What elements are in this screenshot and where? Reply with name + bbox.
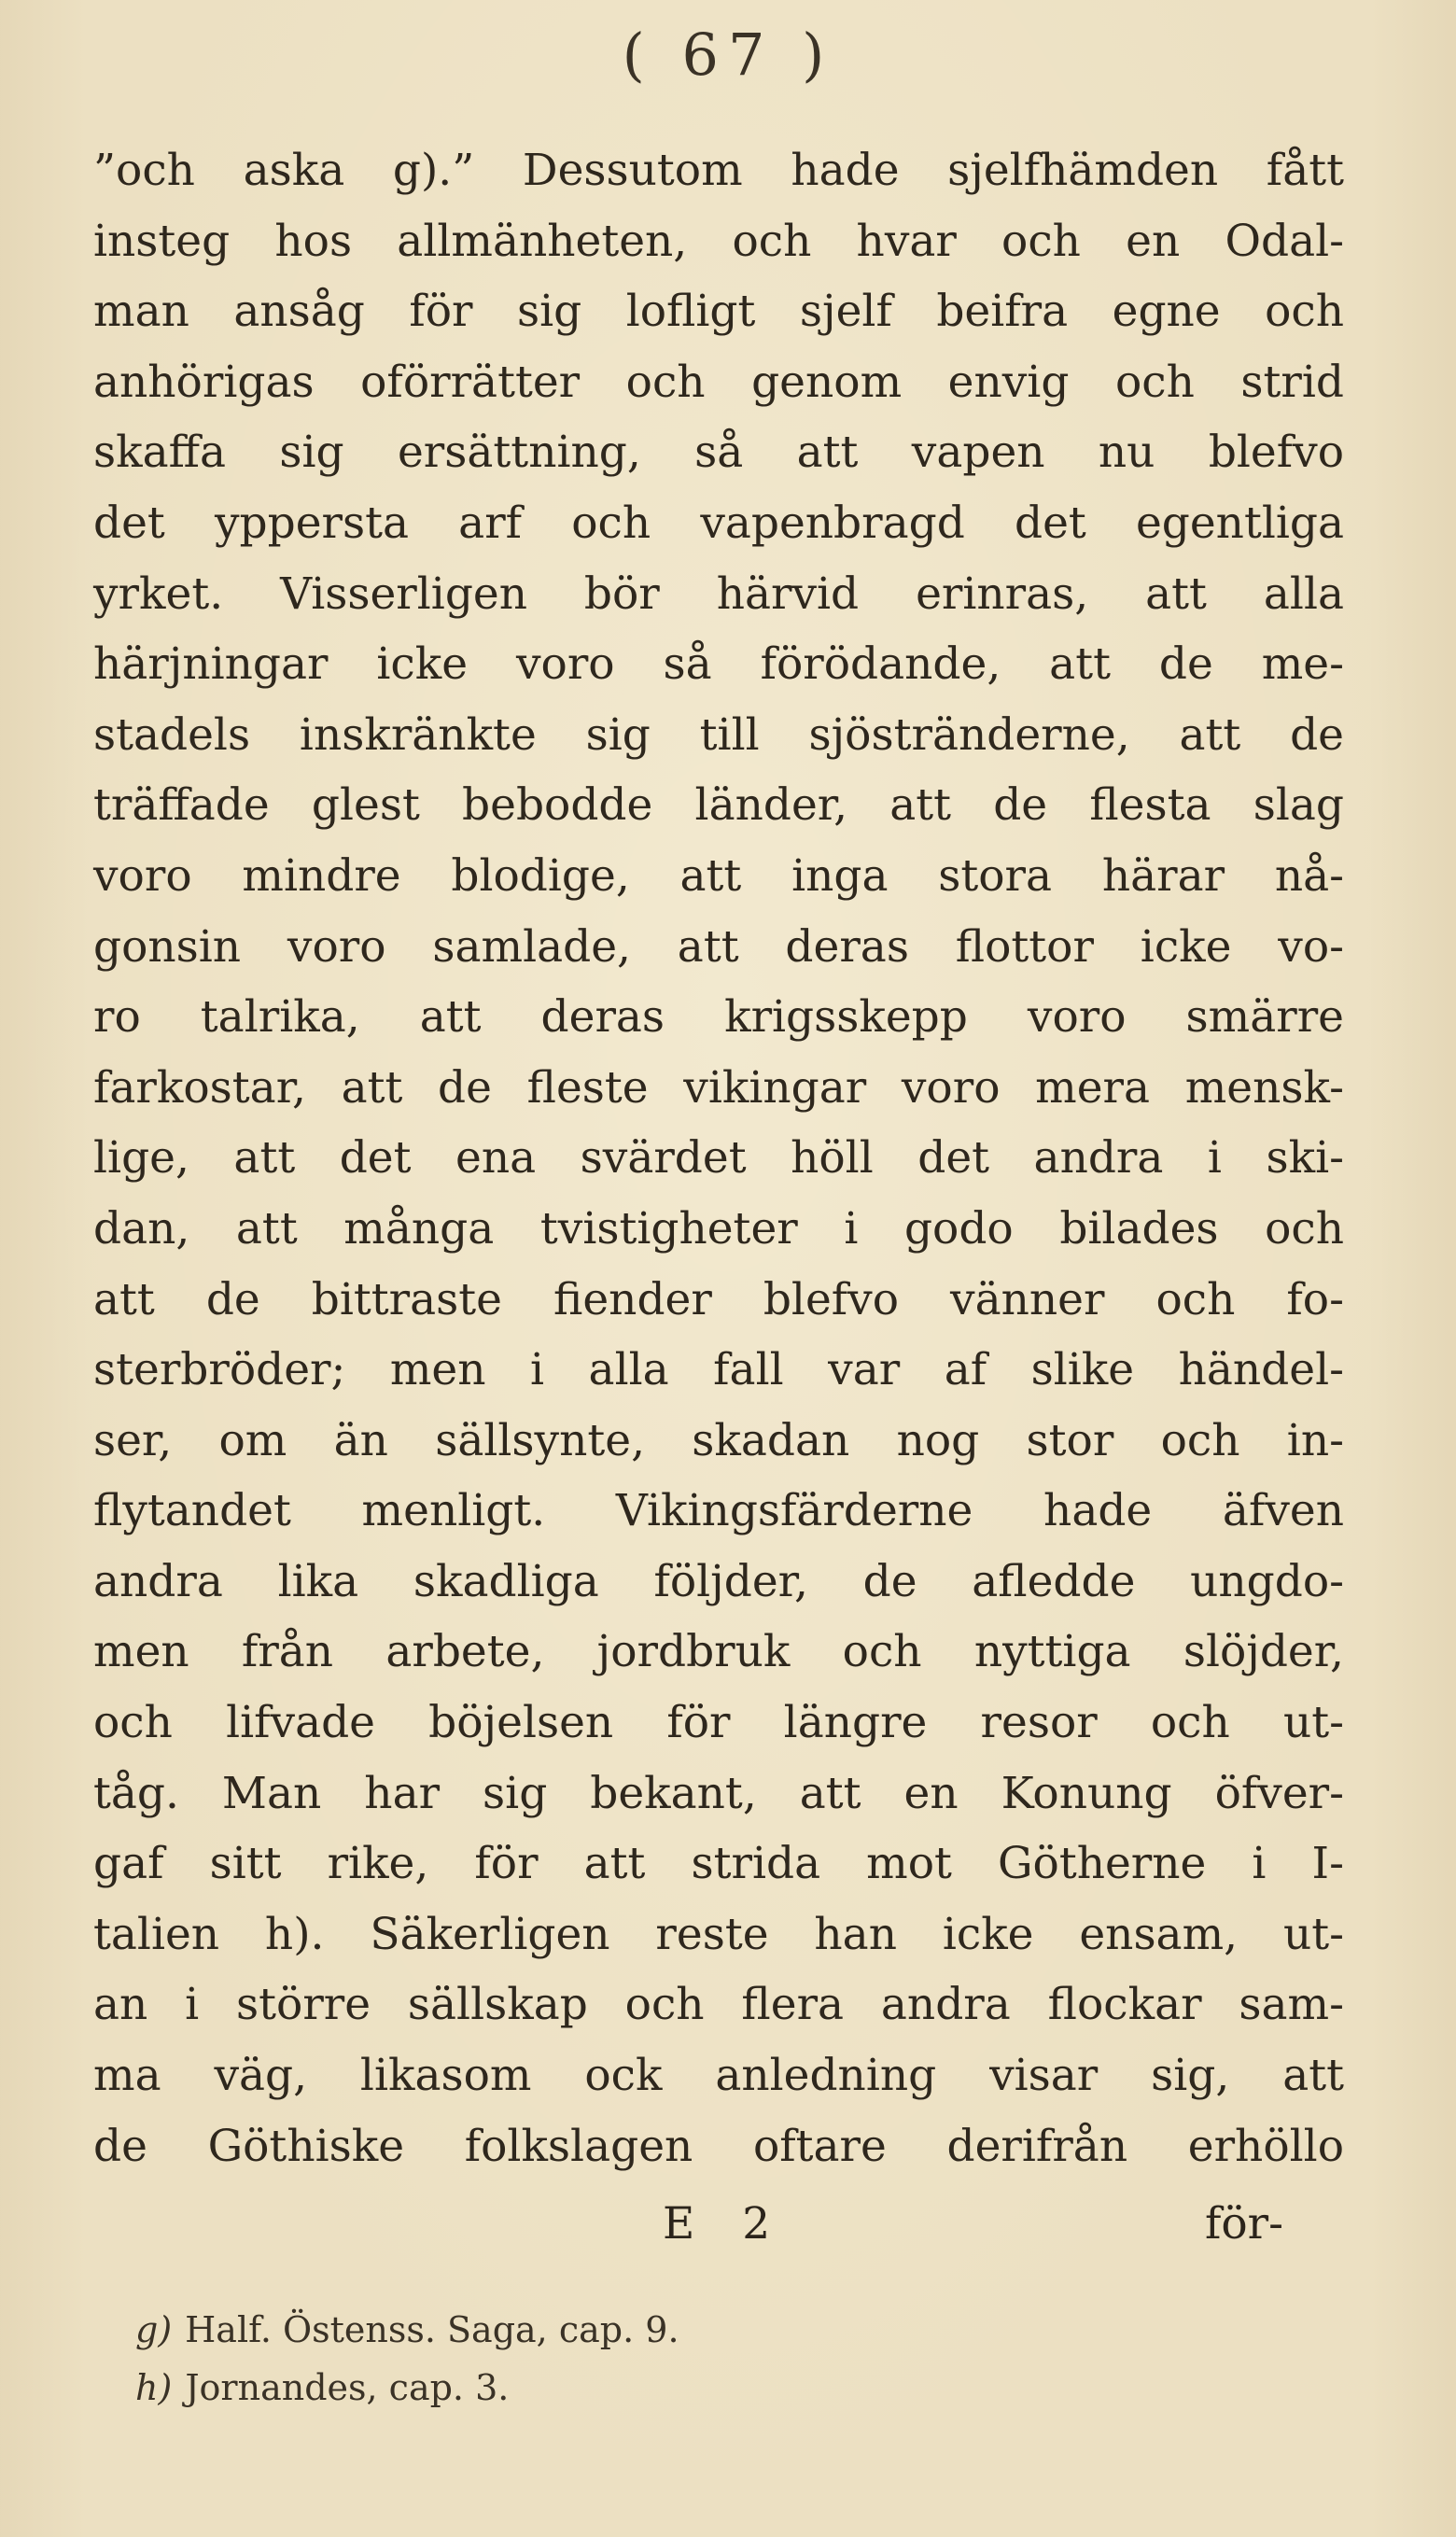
text-line: talien h). Säkerligen reste han icke ensam, ut- bbox=[93, 1908, 1344, 1960]
footnote-mark: h) bbox=[135, 2367, 173, 2408]
footnote-text: Jornandes, cap. 3. bbox=[185, 2367, 510, 2408]
page-foot-row bbox=[93, 2189, 1344, 2259]
text-line: andra lika skadliga följder, de afledde ungdo- bbox=[93, 1555, 1344, 1607]
text-line: dan, att många tvistigheter i godo bilades och bbox=[93, 1202, 1344, 1254]
text-line: ma väg, likasom ock anledning visar sig, att bbox=[93, 2050, 1344, 2102]
text-line: gaf sitt rike, för att strida mot Götherne i I- bbox=[93, 1838, 1344, 1890]
footnote-text: Half. Östenss. Saga, cap. 9. bbox=[185, 2309, 679, 2350]
text-line: de Göthiske folkslagen oftare derifrån erhöllo bbox=[93, 2120, 1344, 2172]
text-line: man ansåg för sig lofligt sjelf beifra egne och bbox=[93, 286, 1344, 338]
page-number: ( 67 ) bbox=[622, 21, 834, 89]
text-line: lige, att det ena svärdet höll det andra i ski- bbox=[93, 1132, 1344, 1184]
catchword: för- bbox=[1204, 2198, 1283, 2250]
text-line: yrket. Visserligen bör härvid erinras, att alla bbox=[93, 568, 1344, 620]
text-line: men från arbete, jordbruk och nyttiga slöjder, bbox=[93, 1626, 1344, 1678]
text-line: det yppersta arf och vapenbragd det egentliga bbox=[93, 497, 1344, 549]
text-line: tåg. Man har sig bekant, att en Konung öfver- bbox=[93, 1767, 1344, 1819]
text-line: flytandet menligt. Vikingsfärderne hade äfven bbox=[93, 1485, 1344, 1537]
text-line: an i större sällskap och flera andra flockar sam- bbox=[93, 1979, 1344, 2031]
text-line: sterbröder; men i alla fall var af slike händel- bbox=[93, 1344, 1344, 1396]
text-line: ser, om än sällsynte, skadan nog stor och in- bbox=[93, 1414, 1344, 1466]
text-line: härjningar icke voro så förödande, att de me- bbox=[93, 638, 1344, 691]
footnote bbox=[135, 2359, 1255, 2417]
text-line: voro mindre blodige, att inga stora härar nå- bbox=[93, 849, 1344, 902]
body-text bbox=[93, 135, 1344, 2181]
text-line: stadels inskränkte sig till sjöstränderne, att de bbox=[93, 708, 1344, 761]
text-line: gonsin voro samlade, att deras flottor icke vo- bbox=[93, 920, 1344, 973]
text-line: ro talrika, att deras krigsskepp voro smärre bbox=[93, 991, 1344, 1044]
footnote bbox=[135, 2301, 1255, 2359]
text-line: insteg hos allmänheten, och hvar och en Odal- bbox=[93, 215, 1344, 267]
text-line: anhörigas oförrätter och genom envig och strid bbox=[93, 356, 1344, 408]
text-line: farkostar, att de fleste vikingar voro mera mensk- bbox=[93, 1061, 1344, 1114]
text-line: att de bittraste fiender blefvo vänner och fo- bbox=[93, 1273, 1344, 1325]
signature-mark: E 2 bbox=[663, 2198, 788, 2250]
text-line: ”och aska g).” Dessutom hade sjelfhämden fått bbox=[93, 145, 1344, 196]
text-line: skaffa sig ersättning, så att vapen nu blefvo bbox=[93, 427, 1344, 479]
text-line: och lifvade böjelsen för längre resor och ut- bbox=[93, 1697, 1344, 1749]
footnotes bbox=[135, 2301, 1255, 2417]
text-line: träffade glest bebodde länder, att de flesta slag bbox=[93, 779, 1344, 832]
footnote-mark: g) bbox=[135, 2309, 173, 2350]
